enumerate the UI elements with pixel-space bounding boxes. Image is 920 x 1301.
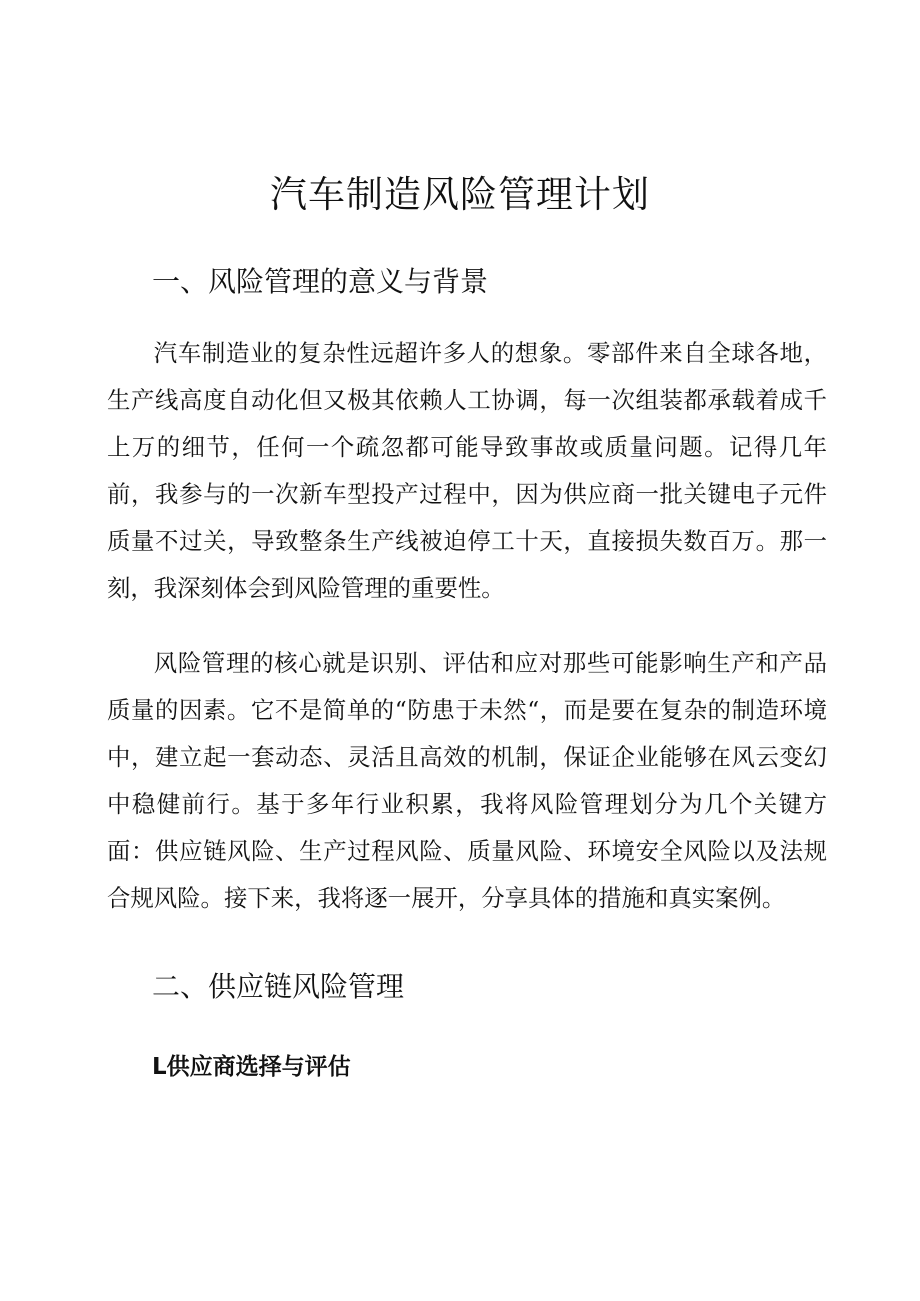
paragraph-risk-core: 风险管理的核心就是识别、评估和应对那些可能影响生产和产品质量的因素。它不是简单的“防患于未然“，而是要在复杂的制造环境中，建立起一套动态、灵活且高效的机制，保证企业能够在风云变幻中稳健前行。基于多年行业积累，我将风险管理划分为几个关键方面：供应链风险、生产过程风险、质量风险、环境安全风险以及法规合规风险。接下来，我将逐一展开，分享具体的措施和真实案例。 <box>107 649 827 912</box>
subheading-supplier-selection: L供应商选择与评估 <box>152 1054 351 1080</box>
paragraph-complexity: 汽车制造业的复杂性远超许多人的想象。零部件来自全球各地，生产线高度自动化但又极其依赖人工协调，每一次组装都承载着成千上万的细节，任何一个疏忽都可能导致事故或质量问题。记得几年前，我参与的一次新车型投产过程中，因为供应商一批关键电子元件质量不过关，导致整条生产线被迫停工十天，直接损失数百万。那一刻，我深刻体会到风险管理的重要性。 <box>107 339 827 602</box>
section-heading-background: 一、风险管理的意义与背景 <box>152 265 489 298</box>
document-title: 汽车制造风险管理计划 <box>270 173 650 216</box>
section-heading-supply-chain: 二、供应链风险管理 <box>152 970 405 1003</box>
